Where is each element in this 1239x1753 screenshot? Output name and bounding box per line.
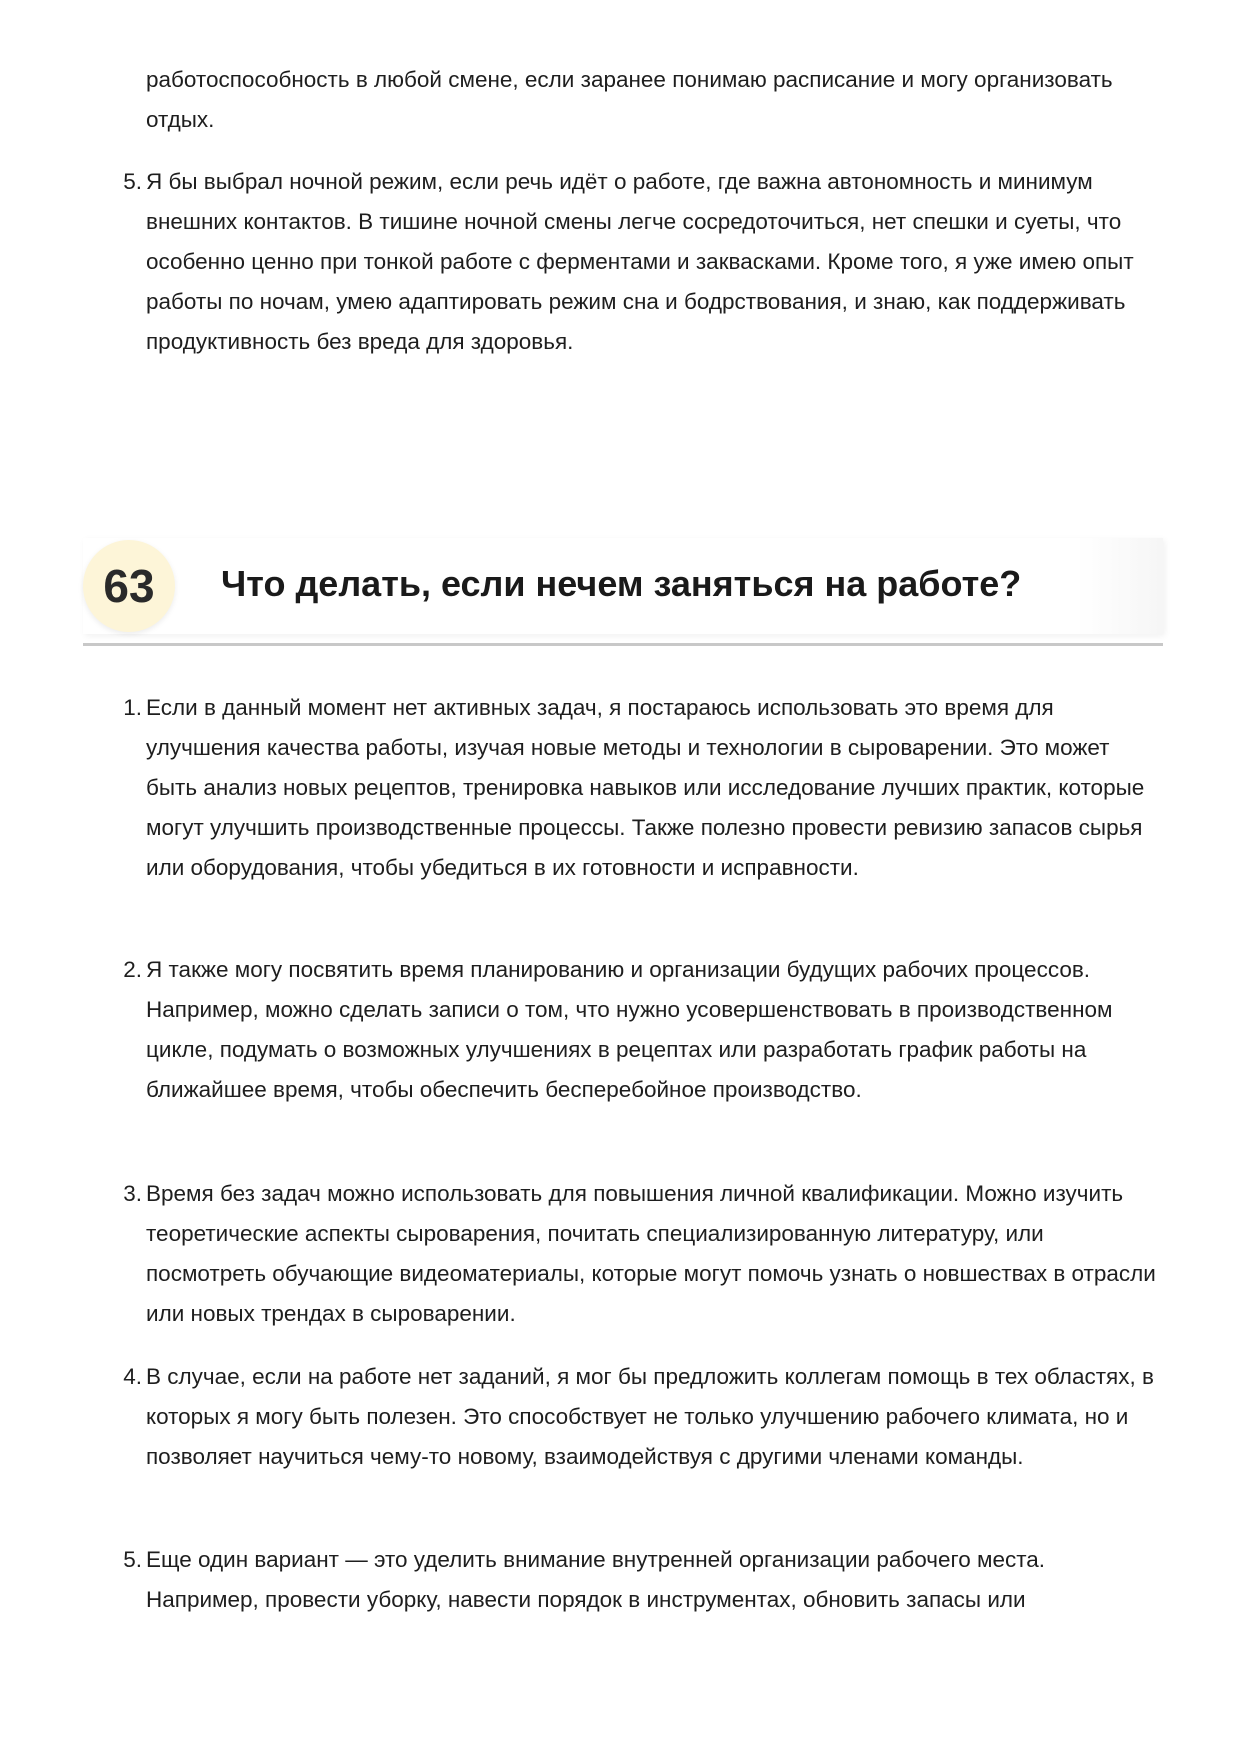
list-item-text: Еще один вариант — это уделить внимание внутренней организации рабочего места. Например, провести уборку, навести порядок в инструментах, обновить запасы или (146, 1547, 1046, 1612)
answer-item-5 (123, 1540, 1156, 1620)
list-number: 5. (123, 1547, 142, 1572)
question-title: Что делать, если нечем заняться на работе? (221, 563, 1022, 604)
answer-item-1 (123, 688, 1156, 888)
question-header (83, 532, 1163, 644)
answer-item-3 (123, 1174, 1156, 1334)
list-number: 4. (123, 1364, 142, 1389)
previous-answer-item-5 (123, 162, 1156, 362)
question-header-divider (83, 643, 1163, 646)
answer-item-2 (123, 950, 1156, 1110)
list-item-text: Я бы выбрал ночной режим, если речь идёт о работе, где важна автономность и минимум внешних контактов. В тишине ночной смены легче сосредоточиться, нет спешки и суеты, что особенно ценно при тонкой работе с ферментами и заквасками. Кроме того, я уже имею опыт работы по ночам, умею адаптировать режим сна и бодрствования, и знаю, как поддерживать продуктивность без вреда для здоровья. (146, 169, 1134, 354)
list-number: 3. (123, 1181, 142, 1206)
list-number: 1. (123, 695, 142, 720)
list-number: 5. (123, 169, 142, 194)
list-item-text: Время без задач можно использовать для повышения личной квалификации. Можно изучить теоретические аспекты сыроварения, почитать специализированную литературу, или посмотреть обучающие видеоматериалы, которые могут помочь узнать о новшествах в отрасли или новых трендах в сыроварении. (146, 1181, 1156, 1326)
list-item-text: Я также могу посвятить время планированию и организации будущих рабочих процессов. Например, можно сделать записи о том, что нужно усовершенствовать в производственном цикле, подумать о возможных улучшениях в рецептах или разработать график работы на ближайшее время, чтобы обеспечить бесперебойное производство. (146, 957, 1113, 1102)
question-number-badge: 63 (83, 540, 175, 632)
list-item-text: В случае, если на работе нет заданий, я мог бы предложить коллегам помощь в тех областях, в которых я могу быть полезен. Это способствует не только улучшению рабочего климата, но и позволяет научиться чему-то новому, взаимодействуя с другими членами команды. (146, 1364, 1154, 1469)
previous-answer-continuation: работоспособность в любой смене, если заранее понимаю расписание и могу организовать отдых. (146, 67, 1113, 132)
list-number: 2. (123, 957, 142, 982)
list-item-text: Если в данный момент нет активных задач, я постараюсь использовать это время для улучшения качества работы, изучая новые методы и технологии в сыроварении. Это может быть анализ новых рецептов, тренировка навыков или исследование лучших практик, которые могут улучшить производственные процессы. Также полезно провести ревизию запасов сырья или оборудования, чтобы убедиться в их готовности и исправности. (146, 695, 1145, 880)
answer-item-4 (123, 1357, 1156, 1477)
